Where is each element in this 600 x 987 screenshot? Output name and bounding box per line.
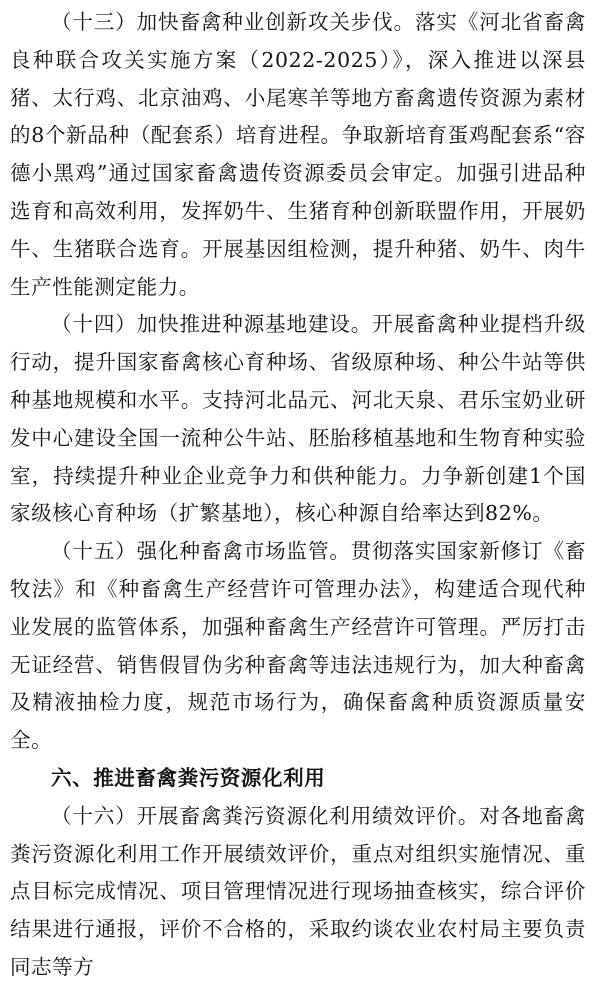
paragraph-13: [10, 4, 586, 306]
paragraph-16-lead: （十六）开展畜禽粪污资源化利用绩效评价。: [51, 803, 480, 828]
paragraph-14-body: 开展畜禽种业提档升级行动，提升国家畜禽核心育种场、省级原种场、种公牛站等供种基地规模和水平。支持河北品元、河北天泉、君乐宝奶业研发中心建设全国一流种公牛站、胚胎移植基地和生物育种实验室，持续提升种业企业竞争力和供种能力。力争新创建1个国家级核心育种场（扩繁基地），核心种源自给率达到82%。: [10, 312, 586, 526]
paragraph-15-lead: （十五）强化种畜禽市场监管。: [51, 539, 351, 564]
paragraph-13-body: 落实《河北省畜禽良种联合攻关实施方案（2022-2025）》，深入推进以深县猪、太行鸡、北京油鸡、小尾寒羊等地方畜禽遗传资源为素材的8个新品种（配套系）培育进程。争取新培育蛋鸡配套系“容德小黑鸡”通过国家畜禽遗传资源委员会审定。加强引进品种选育和高效利用，发挥奶牛、生猪育种创新联盟作用，开展奶牛、生猪联合选育。开展基因组检测，提升种猪、奶牛、肉牛生产性能测定能力。: [10, 10, 586, 299]
paragraph-13-lead: （十三）加快畜禽种业创新攻关步伐。: [51, 10, 416, 34]
paragraph-14-lead: （十四）加快推进种源基地建设。: [51, 312, 373, 337]
paragraph-16: [10, 798, 586, 987]
paragraph-16-body: 对各地畜禽粪污资源化利用工作开展绩效评价，重点对组织实施情况、重点目标完成情况、项目管理情况进行现场抽查核实，综合评价结果进行通报，评价不合格的，采取约谈农业农村局主要负责同志等方: [10, 803, 586, 979]
paragraph-14: [10, 306, 586, 533]
section-heading: 六、推进畜禽粪污资源化利用: [51, 765, 326, 790]
paragraph-15: [10, 533, 586, 760]
paragraph-15-body: 贯彻落实国家新修订《畜牧法》和《种畜禽生产经营许可管理办法》，构建适合现代种业发展的监管体系，加强种畜禽生产经营许可管理。严厉打击无证经营、销售假冒伪劣种畜禽等违法违规行为，加大种畜禽及精液抽检力度，规范市场行为，确保畜禽种质资源质量安全。: [10, 539, 586, 753]
